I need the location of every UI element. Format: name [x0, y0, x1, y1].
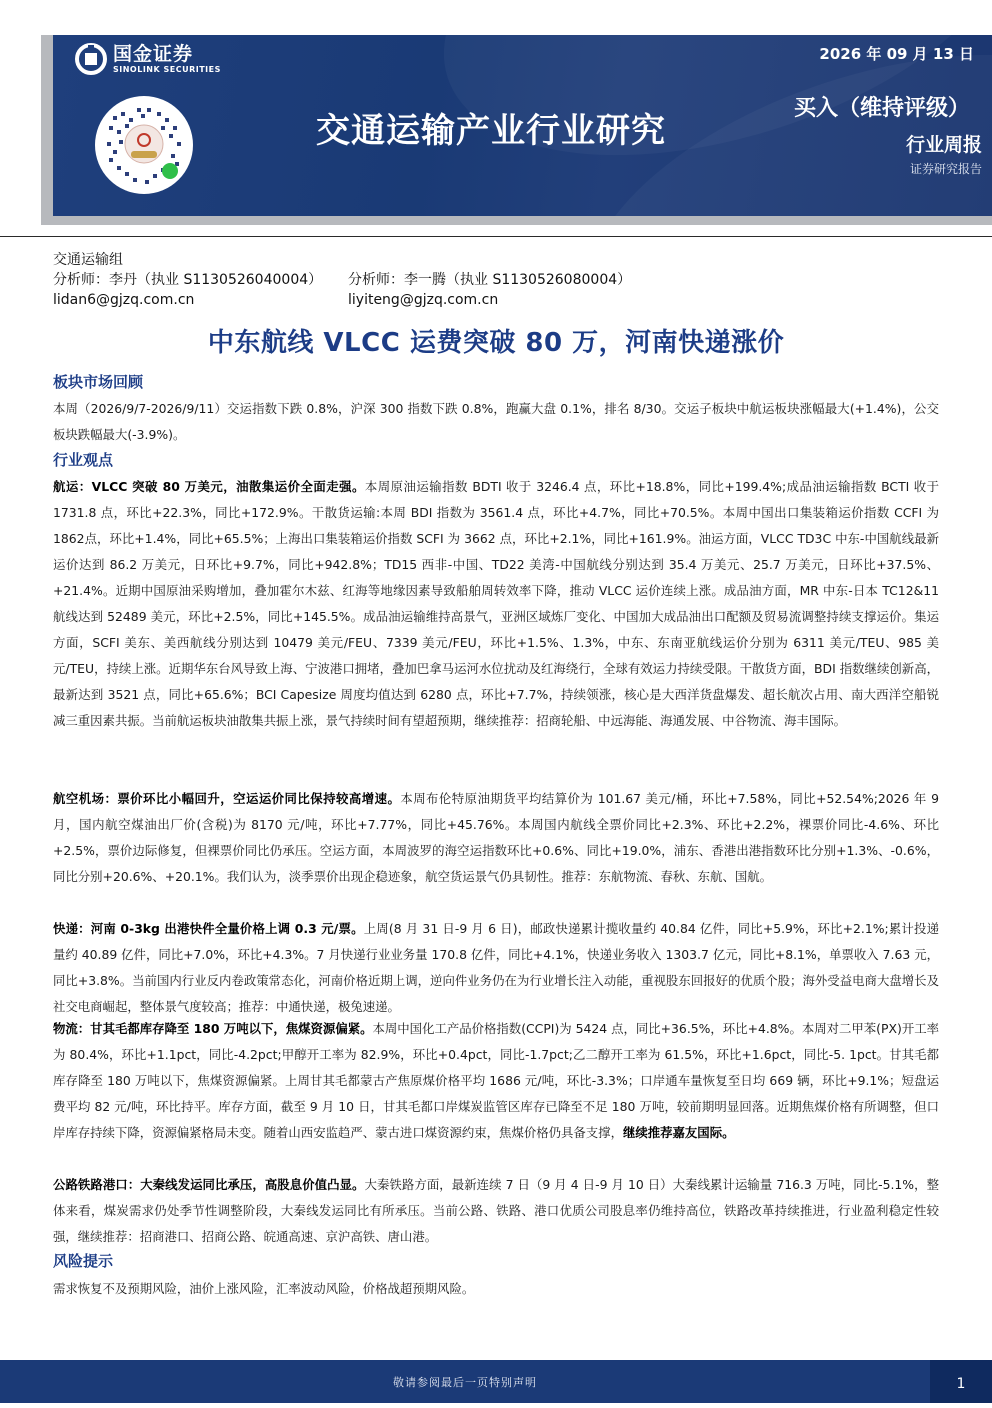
document-title: 中东航线 VLCC 运费突破 80 万，河南快递涨价 — [207, 328, 785, 358]
road-lead: 公路铁路港口：大秦线发运同比承压，高股息价值凸显。 — [53, 1177, 365, 1192]
qr-code — [95, 96, 193, 194]
aviation-text: 本周布伦特原油期货平均结算价为 101.67 美元/桶，环比+7.58%，同比+52.54%;2026 年 9 月，国内航空煤油出厂价(含税)为 8170 元/吨，环比+7.77%，同比+45.76%。本周国内航线全票价同比+2.3%、环比+2.2%，裸票价同比-4.6%、环比+2.5%，票价边际修复，但裸票价同比仍承压。空运方面，本周波罗的海空运指数环比+0.6%、同比+19.0%，浦东、香港出港指数环比分别+1.3%、-0.6%，同比分别+20.6%、+20.1%。我们认为，淡季票价出现企稳迹象，航空货运景气仍具韧性。推荐：东航物流、春秋、东航、国航。 — [53, 791, 940, 884]
page-number: 1 — [930, 1360, 992, 1403]
paragraph-risk: 需求恢复不及预期风险，油价上涨风险，汇率波动风险，价格战超预期风险。 — [53, 1281, 475, 1296]
analyst-group: 交通运输组 — [53, 252, 123, 268]
logistics-tail: 继续推荐嘉友国际。 — [622, 1125, 735, 1140]
analyst-1-email[interactable]: lidan6@gjzq.com.cn — [53, 292, 195, 308]
express-lead: 快递：河南 0-3kg 出港快件全量价格上调 0.3 元/票。 — [53, 921, 364, 936]
rating-badge: 买入（维持评级） — [793, 96, 970, 121]
road-text: 大秦铁路方面，最新连续 7 日（9 月 4 日-9 月 10 日）大秦线累计运输量 716.3 万吨，同比-5.1%，整体来看，煤炭需求仍处季节性调整阶段，大秦线发运同比有所承压。当前公路、铁路、港口优质公司股息率仍维持高位，铁路改革持续推进，行业盈利稳定性较强，继续推荐：招商港口、招商公路、皖通高速、京沪高铁、唐山港。 — [53, 1177, 939, 1244]
paragraph-road-rail-port — [53, 1172, 939, 1250]
logistics-text: 本周中国化工产品价格指数(CCPI)为 5424 点，同比+36.5%，环比+4.8%。本周对二甲苯(PX)开工率为 80.4%，环比+1.1pct，同比-4.2pct;甲醇开工率为 82.9%，环比+0.4pct，同比-1.7pct;乙二醇开工率为 61.5%，环比+1.6pct，同比-5. 1pct。甘其毛都库存降至 180 万吨以下，焦煤资源偏紧。上周甘其毛都蒙古产焦原煤价格平均 1686 元/吨，环比-3.3%；口岸通车量恢复至日均 669 辆，环比+9.1%；短盘运费平均 82 元/吨，环比持平。库存方面，截至 9 月 10 日，甘其毛都口岸煤炭监管区库存已降至不足 180 万吨，较前期明显回落。近期焦煤价格有所调整，但口岸库存持续下降，资源偏紧格局未变。随着山西安监趋严、蒙古进口煤资源约束，焦煤价格仍具备支撑， — [53, 1021, 939, 1140]
header-banner — [53, 35, 992, 216]
paragraph-express — [53, 916, 939, 1020]
section-head-market: 板块市场回顾 — [53, 373, 144, 391]
paragraph-shipping — [53, 474, 939, 734]
logistics-lead: 物流：甘其毛都库存降至 180 万吨以下，焦煤资源偏紧。 — [53, 1021, 373, 1036]
aviation-lead: 航空机场：票价环比小幅回升，空运运价同比保持较高增速。 — [53, 791, 401, 806]
shipping-text: 本周原油运输指数 BDTI 收于 3246.4 点，环比+18.8%，同比+199.4%;成品油运输指数 BCTI 收于 1731.8 点，环比+22.3%，同比+172.9%。干散货运输:本周 BDI 指数为 3561.4 点，环比+4.7%，同比+70.5%。本周中国出口集装箱运价指数 CCFI 为 1862点，环比+1.4%，同比+65.5%；上海出口集装箱运价指数 SCFI 为 3662 点，环比+2.1%，同比+161.9%。油运方面，VLCC TD3C 中东-中国航线最新运价达到 86.2 万美元，日环比+9.7%，同比+942.8%；TD15 西非-中国、TD22 美湾-中国航线分别达到 35.4 万美元、25.7 万美元，日环比+37.5%、+21.4%。近期中国原油采购增加，叠加霍尔木兹、红海等地缘因素导致船舶周转效率下降，推动 VLCC 运价连续上涨。成品油方面，MR 中东-日本 TC12&11 航线达到 52489 美元，环比+2.5%，同比+145.5%。成品油运输维持高景气，亚洲区域炼厂变化、中国加大成品油出口配额及贸易流调整持续支撑运价。集运方面，SCFI 美东、美西航线分别达到 10479 美元/FEU、7339 美元/FEU，环比+1.5%、1.3%，中东、东南亚航线运价分别为 6311 美元/TEU、985 美元/TEU，持续上涨。近期华东台风导致上海、宁波港口拥堵，叠加巴拿马运河水位扰动及红海绕行，全球有效运力持续受限。干散货方面，BDI 指数继续创新高，最新达到 3521 点，同比+65.6%；BCI Capesize 周度均值达到 6280 点，环比+7.7%，持续领涨，核心是大西洋货盘爆发、超长航次占用、南大西洋空船锐减三重因素共振。当前航运板块油散集共振上涨，景气持续时间有望超预期，继续推荐：招商轮船、中远海能、海通发展、中谷物流、海丰国际。 — [53, 479, 939, 728]
report-series-title: 交通运输产业行业研究 — [316, 111, 666, 151]
analyst-2-label: 分析师：李一腾（执业 S1130526080004） — [348, 272, 632, 288]
section-head-view: 行业观点 — [53, 451, 114, 469]
express-text: 上周(8 月 31 日-9 月 6 日)，邮政快递累计揽收量约 40.84 亿件，同比+5.9%，环比+2.1%;累计投递量约 40.89 亿件，同比+7.0%，环比+4.3%。7 月快递行业业务量 170.8 亿件，同比+4.1%，快递业务收入 1303.7 亿元，同比+8.1%，单票收入 7.63 元，同比+3.8%。当前国内行业反内卷政策常态化，河南价格近期上调，逆向件业务仍在为行业增长注入动能，重视股东回报好的优质个股；海外受益电商大盘增长及社交电商崛起，整体景气度较高；推荐：中通快递，极兔速递。 — [53, 921, 939, 1014]
analyst-block — [53, 250, 632, 310]
paragraph-market: 本周（2026/9/7-2026/9/11）交运指数下跌 0.8%，沪深 300 指数下跌 0.8%，跑赢大盘 0.1%，排名 8/30。交运子板块中航运板块涨幅最大(+1.4%)，公交板块跌幅最大(-3.9%)。 — [53, 401, 939, 442]
paragraph-aviation — [53, 786, 939, 890]
report-date: 2026 年 09 月 13 日 — [819, 45, 974, 63]
analyst-1-label: 分析师：李丹（执业 S1130526040004） — [53, 272, 323, 288]
report-category: 证券研究报告 — [909, 162, 982, 176]
analyst-2-email[interactable]: liyiteng@gjzq.com.cn — [348, 292, 499, 308]
logo-english-name: SINOLINK SECURITIES — [113, 64, 221, 74]
company-logo — [75, 43, 221, 75]
shipping-lead: 航运：VLCC 突破 80 万美元，油散集运价全面走强。 — [53, 479, 365, 494]
page-footer — [0, 1360, 992, 1403]
header-divider — [0, 236, 992, 237]
sinolink-logo-icon — [75, 43, 107, 75]
section-head-risk: 风险提示 — [53, 1252, 114, 1270]
qr-code-icon — [95, 96, 193, 194]
footer-disclaimer-note: 敬请参阅最后一页特别声明 — [393, 1376, 537, 1389]
paragraph-logistics — [53, 1016, 939, 1146]
report-type: 行业周报 — [905, 134, 982, 156]
logo-chinese-name: 国金证券 — [113, 42, 194, 65]
